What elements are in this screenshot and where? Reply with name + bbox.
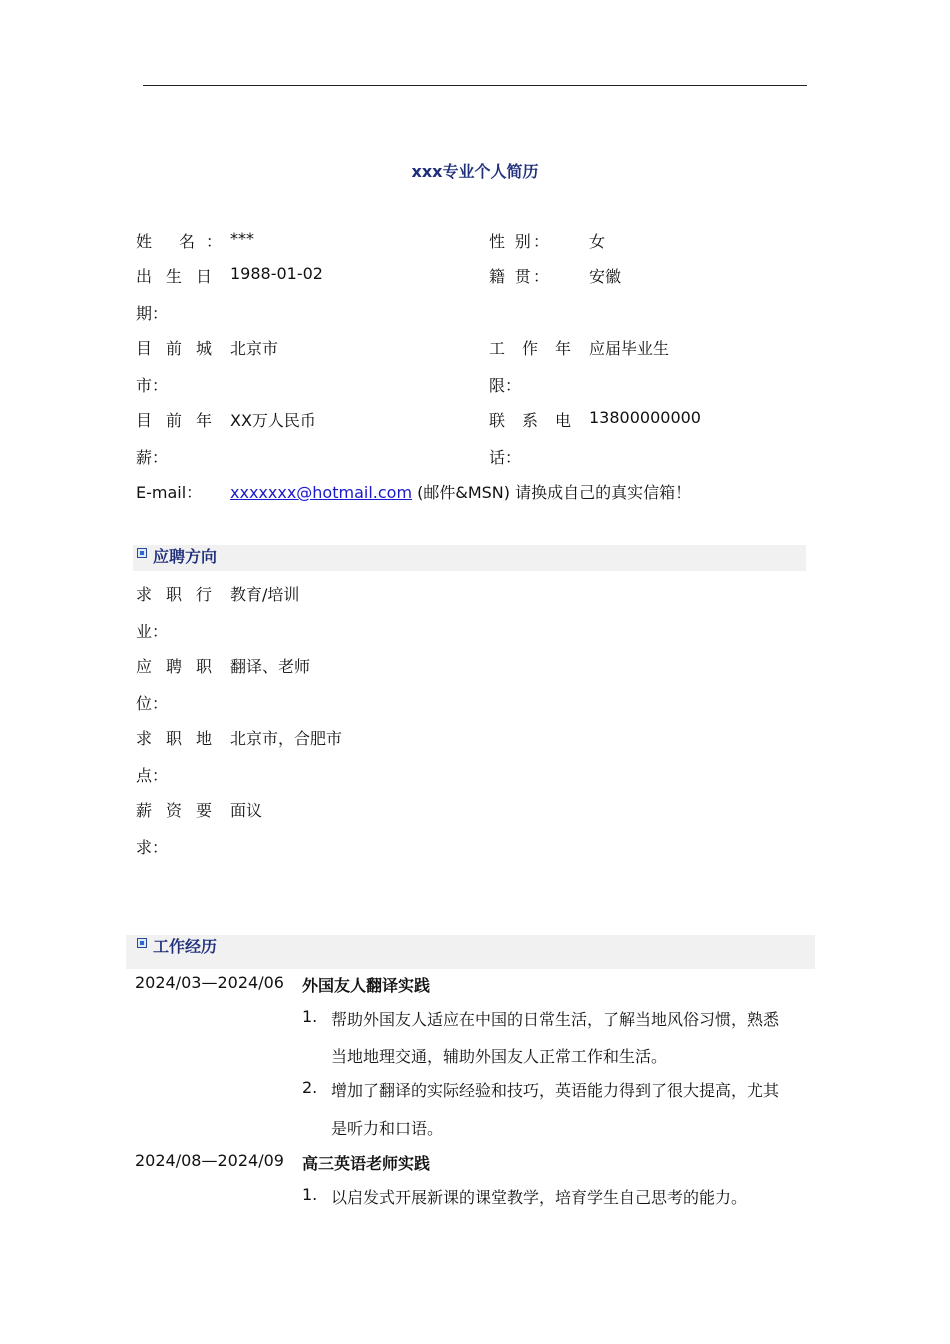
gender-label: 性 别： <box>489 232 549 251</box>
salary-label: 目 前 年 <box>136 411 212 430</box>
salary-req-label-wrap: 求： <box>136 838 169 857</box>
intent-heading: 应聘方向 <box>153 547 218 566</box>
years-label: 工 作 年 <box>489 339 571 358</box>
list-item-line: 帮助外国友人适应在中国的日常生活，了解当地风俗习惯，熟悉 <box>331 1010 780 1029</box>
birth-value: 1988-01-02 <box>230 264 323 283</box>
position-label: 应 聘 职 <box>136 657 212 676</box>
work-period: 2024/03—2024/06 <box>135 973 284 992</box>
section-bullet-icon <box>137 548 147 558</box>
email-line <box>230 480 691 503</box>
salary-req-label: 薪 资 要 <box>136 801 212 820</box>
position-value: 翻译、老师 <box>230 657 311 676</box>
name-label: 姓 名： <box>136 232 222 251</box>
list-number: 1. <box>302 1185 318 1204</box>
salary-label-wrap: 薪： <box>136 448 169 467</box>
email-note: (邮件&MSN) 请换成自己的真实信箱！ <box>412 483 692 502</box>
location-label-wrap: 点： <box>136 766 169 785</box>
city-value: 北京市 <box>230 339 279 358</box>
list-number: 2. <box>302 1078 318 1097</box>
location-value: 北京市，合肥市 <box>230 729 343 748</box>
phone-value: 13800000000 <box>589 408 701 427</box>
email-label: E-mail： <box>136 483 203 502</box>
page-title: xxx专业个人简历 <box>411 162 539 181</box>
industry-label: 求 职 行 <box>136 585 212 604</box>
name-value: *** <box>230 229 254 248</box>
years-value: 应届毕业生 <box>589 339 670 358</box>
work-title: 外国友人翻译实践 <box>302 976 431 995</box>
birth-label: 出 生 日 <box>136 267 212 286</box>
gender-value: 女 <box>589 232 606 251</box>
intent-section-bar <box>133 545 806 571</box>
list-item-line: 以启发式开展新课的课堂教学，培育学生自己思考的能力。 <box>331 1188 748 1207</box>
header-rule <box>143 85 807 86</box>
city-label-wrap: 市： <box>136 376 169 395</box>
position-label-wrap: 位： <box>136 694 169 713</box>
native-value: 安徽 <box>589 267 622 286</box>
years-label-wrap: 限： <box>489 376 522 395</box>
email-link[interactable]: xxxxxxx@hotmail.com <box>230 483 413 502</box>
native-label: 籍 贯： <box>489 267 549 286</box>
list-number: 1. <box>302 1007 318 1026</box>
work-title: 高三英语老师实践 <box>302 1154 431 1173</box>
work-period: 2024/08—2024/09 <box>135 1151 284 1170</box>
phone-label-wrap: 话： <box>489 448 522 467</box>
phone-label: 联 系 电 <box>489 411 571 430</box>
city-label: 目 前 城 <box>136 339 212 358</box>
industry-value: 教育/培训 <box>230 585 300 604</box>
work-heading: 工作经历 <box>153 937 218 956</box>
salary-req-value: 面议 <box>230 801 263 820</box>
list-item-line: 当地地理交通，辅助外国友人正常工作和生活。 <box>331 1047 668 1066</box>
salary-value: XX万人民币 <box>230 411 316 430</box>
list-item-line: 增加了翻译的实际经验和技巧，英语能力得到了很大提高，尤其 <box>331 1081 780 1100</box>
section-bullet-icon <box>137 938 147 948</box>
birth-label-wrap: 期： <box>136 304 169 323</box>
work-section-bar <box>126 935 815 969</box>
industry-label-wrap: 业： <box>136 622 169 641</box>
location-label: 求 职 地 <box>136 729 212 748</box>
list-item-line: 是听力和口语。 <box>331 1119 444 1138</box>
